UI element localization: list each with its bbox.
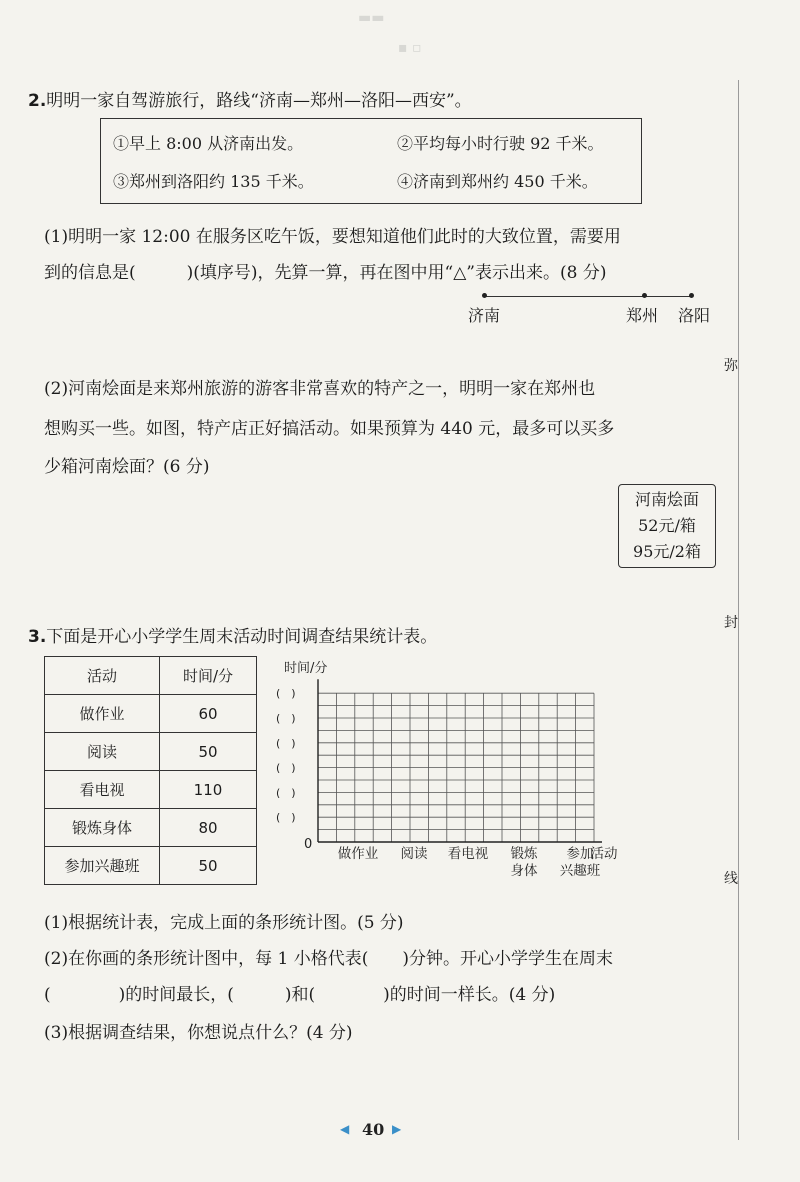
y-tick-label: ( ): [276, 687, 296, 701]
table-header-row: [45, 657, 257, 695]
faint-header-mark: ▬▬: [358, 10, 385, 26]
price-single: 52元/箱: [638, 516, 696, 535]
y-tick-label: ( ): [276, 761, 296, 775]
price-tag-box: [618, 484, 716, 568]
table-cell-time: 50: [160, 847, 257, 885]
table-row: [45, 809, 257, 847]
q2-info-3: ③郑州到洛阳约 135 千米。: [113, 172, 314, 191]
x-tick-label: 兴趣班: [559, 863, 601, 879]
q3-title: 下面是开心小学学生周末活动时间调查结果统计表。: [46, 627, 438, 647]
x-tick-label: 参加: [566, 846, 594, 862]
bar-chart[interactable]: [270, 652, 650, 884]
chart-grid: [318, 693, 594, 842]
route-point-zhengzhou: [642, 293, 647, 298]
q2-info-1: ①早上 8:00 从济南出发。: [113, 134, 304, 153]
table-cell-time: 110: [160, 771, 257, 809]
q2-part2-line3: 少箱河南烩面？(6 分): [44, 457, 210, 477]
page-number: 40: [362, 1120, 385, 1139]
q2-part2-line2: 想购买一些。如图，特产店正好搞活动。如果预算为 440 元，最多可以买多: [44, 419, 615, 439]
table-row: [45, 695, 257, 733]
margin-char-feng: 封: [724, 615, 738, 631]
q2-heading: [28, 86, 472, 111]
next-page-icon[interactable]: ▶: [392, 1122, 402, 1136]
route-label-luoyang: 洛阳: [678, 306, 711, 325]
table-cell-time: 80: [160, 809, 257, 847]
margin-char-xian: 线: [724, 871, 738, 887]
y-tick-label: ( ): [276, 811, 296, 825]
table-header-time: 时间/分: [160, 657, 257, 695]
route-label-zhengzhou: 郑州: [626, 306, 659, 325]
y-tick-label: ( ): [276, 712, 296, 725]
x-tick-label: 身体: [510, 863, 538, 879]
table-cell-activity: 参加兴趣班: [45, 847, 160, 885]
q3-heading: [28, 622, 437, 647]
y-tick-label: ( ): [276, 736, 296, 750]
q3-sub2-line2: ( )的时间最长，( )和( )的时间一样长。(4 分): [44, 985, 556, 1005]
table-cell-time: 60: [160, 695, 257, 733]
table-cell-activity: 看电视: [45, 771, 160, 809]
y-tick-label: ( ): [276, 786, 296, 800]
x-axis-label: 活动: [590, 846, 618, 862]
activity-time-table: [44, 656, 257, 885]
x-tick-label: 做作业: [337, 846, 379, 862]
q2-info-4: ④济南到郑州约 450 千米。: [397, 172, 598, 191]
table-row: [45, 771, 257, 809]
q2-title: 明明一家自驾游旅行，路线“济南—郑州—洛阳—西安”。: [46, 91, 472, 111]
route-line[interactable]: [484, 296, 692, 297]
y-axis-label: 时间/分: [284, 661, 328, 676]
price-product: 河南烩面: [634, 490, 699, 509]
route-label-jinan: 济南: [468, 306, 501, 325]
q2-info-2: ②平均每小时行驶 92 千米。: [397, 134, 604, 153]
table-header-activity: 活动: [45, 657, 160, 695]
table-row: [45, 733, 257, 771]
x-tick-label: 看电视: [447, 846, 489, 862]
binding-margin-line: [738, 80, 739, 1140]
q2-part1-line2: 到的信息是( )(填序号)，先算一算，再在图中用“△”表示出来。(8 分): [44, 263, 607, 283]
table-cell-activity: 阅读: [45, 733, 160, 771]
q2-part1-line1: (1)明明一家 12:00 在服务区吃午饭，要想知道他们此时的大致位置，需要用: [44, 227, 621, 247]
price-double: 95元/2箱: [633, 542, 701, 561]
prev-page-icon[interactable]: ◀: [340, 1122, 350, 1136]
margin-char-mi: 弥: [724, 358, 738, 374]
faint-header-mark: ▪ ▫: [398, 40, 422, 56]
q3-sub3: (3)根据调查结果，你想说点什么？(4 分): [44, 1023, 353, 1043]
q2-info-box: [100, 118, 642, 204]
x-tick-label: 锻炼: [510, 846, 538, 862]
table-cell-activity: 锻炼身体: [45, 809, 160, 847]
q2-number: 2.: [28, 91, 47, 111]
route-point-luoyang: [689, 293, 694, 298]
origin-label: 0: [304, 837, 313, 852]
q2-part2-line1: (2)河南烩面是来郑州旅游的游客非常喜欢的特产之一，明明一家在郑州也: [44, 379, 596, 399]
q3-number: 3.: [28, 627, 47, 647]
table-row: [45, 847, 257, 885]
table-cell-activity: 做作业: [45, 695, 160, 733]
route-point-jinan: [482, 293, 487, 298]
x-tick-label: 阅读: [400, 846, 428, 862]
q3-sub2-line1: (2)在你画的条形统计图中，每 1 小格代表( )分钟。开心小学学生在周末: [44, 949, 613, 969]
q3-sub1: (1)根据统计表，完成上面的条形统计图。(5 分): [44, 913, 404, 933]
table-cell-time: 50: [160, 733, 257, 771]
